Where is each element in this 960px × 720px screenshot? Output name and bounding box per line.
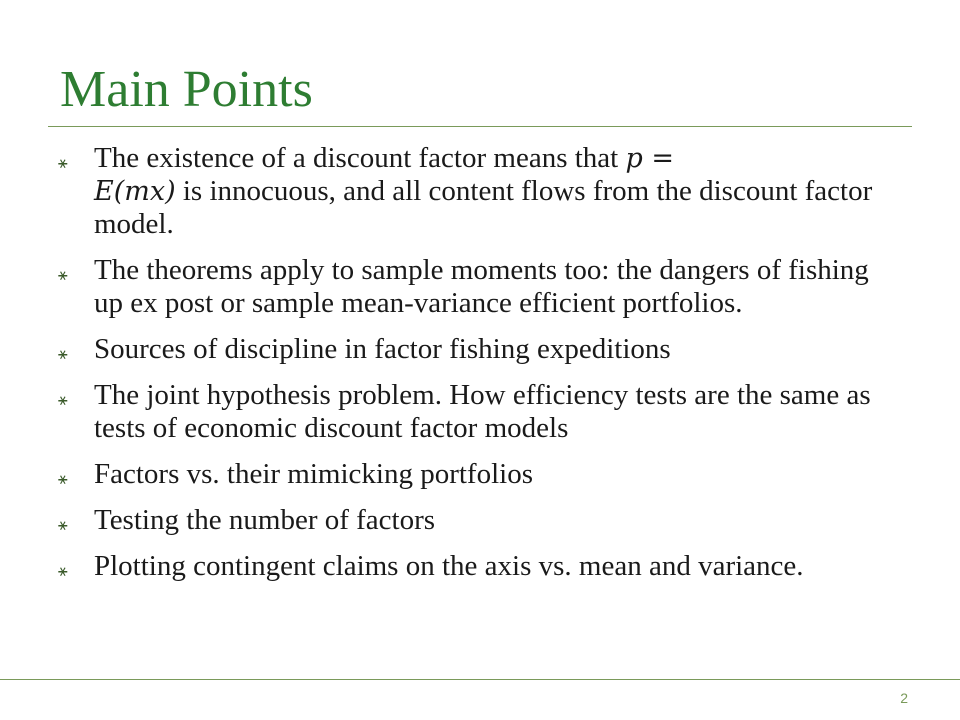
bullet-item bbox=[58, 550, 898, 583]
bullet-item bbox=[58, 458, 898, 491]
bullet-text: The joint hypothesis problem. How efficiency tests are the same as tests of economic discount factor models bbox=[94, 379, 871, 444]
bullet-item bbox=[58, 504, 898, 537]
title-divider bbox=[48, 126, 912, 127]
bullet-text: Factors vs. their mimicking portfolios bbox=[94, 458, 533, 490]
bullet-text: Testing the number of factors bbox=[94, 504, 436, 536]
slide-title: Main Points bbox=[60, 61, 313, 118]
bullet-marker-icon: ⚹ bbox=[58, 561, 68, 580]
bullet-item bbox=[58, 254, 898, 320]
bullet-text: Sources of discipline in factor fishing expeditions bbox=[94, 333, 671, 365]
bullet-text: is innocuous, and all content flows from the discount factor model. bbox=[94, 175, 873, 240]
bullet-marker-icon: ⚹ bbox=[58, 265, 68, 284]
bullet-text: The existence of a discount factor means that bbox=[94, 142, 626, 174]
bullet-list bbox=[58, 142, 898, 596]
bullet-marker-icon: ⚹ bbox=[58, 390, 68, 409]
bullet-marker-icon: ⚹ bbox=[58, 153, 68, 172]
footer-divider bbox=[0, 679, 960, 680]
bullet-text: The theorems apply to sample moments too: the dangers of fishing up ex post or sample mean-variance efficient portfolios. bbox=[94, 254, 869, 319]
bullet-marker-icon: ⚹ bbox=[58, 469, 68, 488]
bullet-item bbox=[58, 379, 898, 445]
bullet-marker-icon: ⚹ bbox=[58, 344, 68, 363]
bullet-marker-icon: ⚹ bbox=[58, 515, 68, 534]
math-expectation: E(mx) bbox=[94, 176, 176, 207]
bullet-text: Plotting contingent claims on the axis vs. mean and variance. bbox=[94, 550, 804, 582]
bullet-item bbox=[58, 142, 898, 241]
page-number: 2 bbox=[900, 690, 908, 706]
bullet-item bbox=[58, 333, 898, 366]
math-p-equals: p = bbox=[625, 143, 674, 174]
